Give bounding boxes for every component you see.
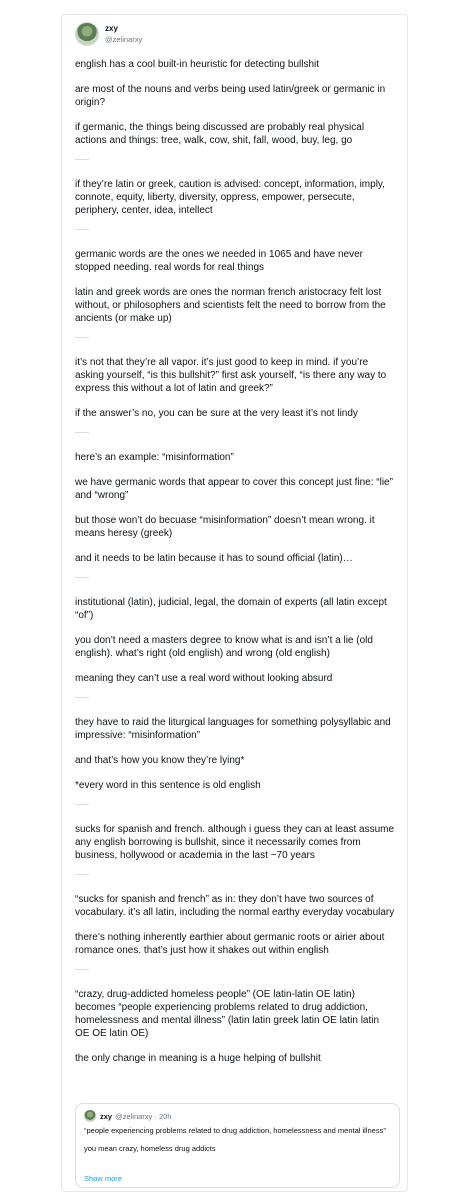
thread-paragraph: if germanic, the things being discussed are probably real physical actions and things: tree, walk, cow, shit, fall, wood, buy, leg, go — [75, 122, 365, 146]
thread-divider — [75, 337, 395, 338]
thread-paragraph: it’s not that they’re all vapor. it’s just good to keep in mind. if you’re asking yourself, “is this bullshit?” first ask yourself, “is there any way to express this without a lot of latin and greek?” — [75, 357, 387, 394]
thread-paragraph: *every word in this sentence is old english — [75, 780, 261, 791]
thread-paragraph: meaning they can’t use a real word without looking absurd — [75, 673, 333, 684]
avatar[interactable] — [75, 22, 99, 46]
thread-paragraph: are most of the nouns and verbs being used latin/greek or germanic in origin? — [75, 84, 386, 108]
author-handle[interactable]: @zelinarxy — [105, 35, 143, 44]
thread-paragraph: germanic words are the ones we needed in 1065 and have never stopped needing. real words for real things — [75, 249, 363, 273]
thread-paragraph: latin and greek words are ones the norman french aristocracy felt lost without, or philosophers and scientists felt the need to borrow from the ancients (or make up) — [75, 287, 386, 324]
tweet-header — [75, 22, 142, 46]
thread-divider — [75, 874, 395, 875]
thread-paragraph: there’s nothing inherently earthier about germanic roots or airier about romance ones. that’s just how it shakes out within english — [75, 932, 385, 956]
thread-divider — [75, 697, 395, 698]
thread-paragraph: “crazy, drug-addicted homeless people” (OE latin-latin OE latin) becomes “people experiencing problems related to drug addiction, homelessness and mental illness” (latin latin greek latin OE latin latin OE OE latin OE) — [75, 989, 380, 1039]
quote-meta: @zelinarxy · 20h — [115, 1111, 172, 1121]
thread-body — [75, 58, 395, 1077]
thread-paragraph: if the answer’s no, you can be sure at the very least it’s not lindy — [75, 408, 358, 419]
thread-divider — [75, 577, 395, 578]
quote-text-2: you mean crazy, homeless drug addicts — [84, 1144, 216, 1153]
thread-paragraph: and that’s how you know they’re lying* — [75, 755, 245, 766]
thread-paragraph: but those won’t do becuase “misinformation” doesn’t mean wrong. it means heresy (greek) — [75, 515, 375, 539]
quote-text: “people experiencing problems related to drug addiction, homelessness and mental illness” — [84, 1126, 386, 1135]
show-more-link[interactable]: Show more — [84, 1174, 122, 1183]
thread-paragraph: english has a cool built-in heuristic for detecting bullshit — [75, 59, 320, 70]
thread-divider — [75, 229, 395, 230]
thread-paragraph: “sucks for spanish and french” as in: they don’t have two sources of vocabulary. it’s all latin, including the normal earthy everyday vocabulary — [75, 894, 395, 918]
author-name[interactable]: zxy — [105, 24, 118, 33]
thread-paragraph: here’s an example: “misinformation” — [75, 452, 234, 463]
thread-divider — [75, 159, 395, 160]
thread-divider — [75, 804, 395, 805]
thread-paragraph: we have germanic words that appear to cover this concept just fine: “lie” and “wrong” — [75, 477, 393, 501]
quoted-tweet[interactable] — [75, 1103, 400, 1188]
thread-paragraph: if they’re latin or greek, caution is advised: concept, information, imply, connote, equity, liberty, diversity, oppress, empower, persecute, periphery, center, idea, intellect — [75, 179, 385, 216]
thread-paragraph: and it needs to be latin because it has to sound official (latin)… — [75, 553, 353, 564]
thread-paragraph: institutional (latin), judicial, legal, the domain of experts (all latin except “of”) — [75, 597, 387, 621]
thread-divider — [75, 432, 395, 433]
quote-author-name: zxy — [100, 1111, 113, 1121]
quote-avatar — [84, 1110, 96, 1122]
thread-divider — [75, 969, 395, 970]
thread-paragraph: the only change in meaning is a huge helping of bullshit — [75, 1053, 321, 1064]
thread-paragraph: you don’t need a masters degree to know what is and isn’t a lie (old english). what’s right (old english) and wrong (old english) — [75, 635, 373, 659]
thread-paragraph: they have to raid the liturgical languages for something polysyllabic and impressive: “misinformation” — [75, 717, 391, 741]
thread-paragraph: sucks for spanish and french. although i guess they can at least assume any english borrowing is bullshit, since it necessarily comes from business, hollywood or academia in the last ~70 years — [75, 824, 395, 861]
